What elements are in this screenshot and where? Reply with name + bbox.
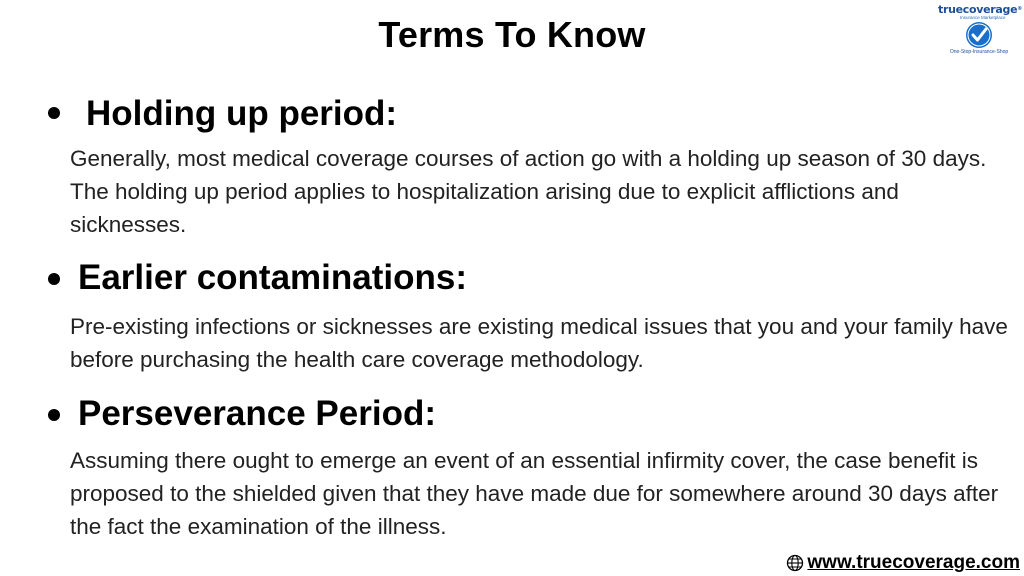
logo-motto: One-Stop-Insurance-Shop bbox=[949, 49, 1009, 55]
section-heading: Earlier contaminations: bbox=[78, 258, 467, 297]
globe-icon bbox=[786, 554, 804, 572]
footer bbox=[786, 552, 1020, 574]
page-title: Terms To Know bbox=[378, 14, 646, 55]
logo-tagline: Insurance Marketplace bbox=[960, 15, 1006, 20]
section-body: Generally, most medical coverage courses of action go with a holding up season of 30 days. The holding up period applies to hospitalization arising due to explicit afflictions and sicknesses. bbox=[70, 146, 987, 237]
bullet-icon bbox=[48, 273, 60, 285]
section-heading: Holding up period: bbox=[86, 94, 398, 133]
section-heading: Perseverance Period: bbox=[78, 394, 436, 433]
website-link[interactable]: www.truecoverage.com bbox=[807, 552, 1020, 573]
section-body: Assuming there ought to emerge an event of an essential infirmity cover, the case benefit is proposed to the shielded given that they have made due for somewhere around 30 days after the fact the examination of the illness. bbox=[70, 448, 999, 539]
bullet-icon bbox=[48, 107, 60, 119]
section-body: Pre-existing infections or sicknesses are existing medical issues that you and your family have before purchasing the health care coverage methodology. bbox=[70, 314, 1008, 372]
checkmark-seal-icon bbox=[965, 21, 993, 49]
bullet-icon bbox=[48, 409, 60, 421]
truecoverage-logo[interactable] bbox=[938, 4, 1020, 62]
logo-brand: truecoverage® bbox=[938, 3, 1022, 16]
